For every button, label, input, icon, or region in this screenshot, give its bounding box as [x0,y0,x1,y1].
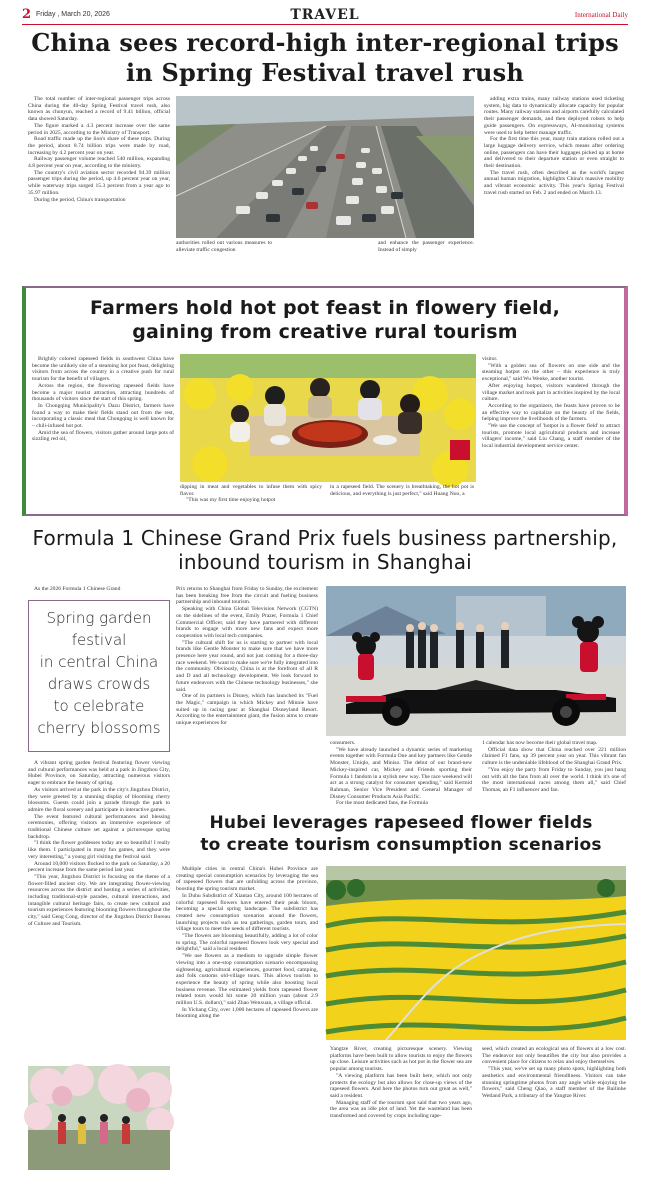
story1-column-3 [484,96,624,272]
story1-para: The figure marked a 4.3 percent increase over the same period in 2025, according to the Ministry of Transport. [28,122,170,136]
story1-headline-line2: in Spring Festival travel rush [125,58,525,87]
rapeseed-field-photo [326,866,626,1040]
story1-para: For the first time this year, many train stations rolled out a large luggage delivery service, which means after ordering online, passengers can have their luggages picked up at home and delivered to their departure station or even straight to their destination. [484,136,624,170]
page-number: 2 [22,7,32,22]
story5-para: Multiple cities in central China's Hubei Province are creating special consumption scenarios by leveraging the sea of rapeseed flowers that are unfolding across the province, boosting the spring tourism market. [176,866,318,893]
story1-para: Railway passenger volume reached 540 million, expanding 4.8 percent year on year, according to the ministry. [28,156,170,170]
story3-para: One of its partners is Disney, which has launched its "Fuel the Magic," campaign in which Mickey and Minnie have suited up in racing gear at Shanghai Disneyland Resort. According to the entertainment giant, the fusion aims to create unique experiences for [176,693,318,727]
cherry-blossom-photo [28,1066,170,1170]
story3-column-4 [482,740,626,802]
rapeseed-field-image [326,866,626,1040]
story5-headline [176,812,626,856]
story2-headline-line1: Farmers hold hot pot feast in flowery field, [89,297,561,319]
section-title: TRAVEL [290,7,360,23]
story3-lead [28,586,170,594]
story5-column-3 [482,1046,626,1170]
issue-date: Friday , March 20, 2026 [36,11,110,18]
story5-para: seed, which created an ecological sea of flowers at a low cost. The endeavor not only beautifies the city but also provides a convenient place for citizens to relax and enjoy themselves. [482,1046,626,1066]
story4-headline-box [28,600,170,752]
story5-column-2 [330,1046,472,1170]
story2-para: "This was my first time enjoying hotpot [186,497,276,504]
story2-para: Brightly colored rapeseed fields in southwest China have become the unlikely site of a steaming hot pot feast, delighting visitors from across the country in a creative push for rural tourism for the benefit of villagers. [32,356,174,383]
story4-para: A vibrant spring garden festival featuring flower viewing and cultural performances was held at a park in Jingzhou City, Hubei Province, on Saturday, attracting numerous visitors eager to embrace the beauty of spring. [28,760,170,787]
story2-para: Amid the sea of flowers, visitors gather around large pots of sizzling red oil, [32,429,174,443]
story2-para: visitor. [482,356,498,362]
story4-headline-line: cherry blossoms [37,719,161,737]
story3-para: "You enjoy the party from Friday to Sunday, you just hang out with all the fans from all over the world. I think it's one of the most international races among them all," said Chief Thomas, an F1 influencer and fan. [482,766,626,793]
story3-headline-line1: Formula 1 Chinese Grand Prix fuels business partnership, [32,526,618,550]
story3-para: 1 calendar has now become their global travel map. [482,740,598,746]
story3-para: Prix returns to Shanghai from Friday to Sunday, the excitement has been breaking free from the circuit and fueling business partnership and inbound tourism. [176,586,318,606]
story4-para: Around 10,000 visitors flocked to the park on Saturday, a 20 percent increase from the same period last year. [28,860,170,874]
story4-headline-line: draws crowds [47,675,151,693]
story5-para: "This year, we've set up many photo spots, highlighting both aesthetics and environmental friendliness. Visitors can take stunning springtime photos from any angle while enjoying the flowers," said Cheng Qiao, a staff member of the Bailinhe Wetland Park, a tributary of the Yangtze River. [482,1066,626,1099]
story1-para: During the period, China's transportation [34,196,126,203]
story4-para: As visitors arrived at the park in the city's Jingzhou District, they were greeted by a stunning display of blooming cherry blossoms. Guests could join a parade through the park to admire the floral scenery and participate in interactive games. [28,786,170,813]
highway-traffic-photo [176,96,474,238]
story4-para: The event featured cultural performances and blessing ceremonies, offering visitors an immersive experience of traditional Chinese culture set against a picturesque spring backdrop. [28,813,170,840]
story4-headline-line: Spring garden [46,609,152,627]
story2-column-3 [330,484,474,510]
header-rule [22,24,628,25]
story3-para: Official data show that China reached over 221 million claimed F1 fans, up 39 percent year on year. This vibrant fan culture is the undeniable lifeblood of the Shanghai Grand Prix. [482,746,626,767]
story2-headline-line2: gaining from creative rural tourism [132,321,518,343]
story3-para: Speaking with China Global Television Network (CGTN) on the sidelines of the event, Emily Prazer, Formula 1 Chief Commercial Officer, said they have partnered with different brands to engage with more new fans and expect more cooperation with local tech companies. [176,606,318,639]
story1-para: authorities rolled out various measures to alleviate traffic congestion [176,240,272,253]
story5-column-1 [176,866,318,1170]
story3-para: "The cultural shift for us is starting to partner with local brands like Gentle Monster to make sure that we have more presence here year round, and not just coming for a three-day race weekend. We want to make sure we're fully integrated into the community. Obviously, China is at the forefront of all R and D and all technology development. We look forward to future endeavors with the Chinese technology businesses," she said. [176,639,318,693]
hotpot-field-image [180,354,476,482]
story5-para: Yangtze River, creating picturesque scenery. Viewing platforms have been built to allow tourists to enjoy the flowers up close. Leisure activities such as hot pot in the flower sea are popular among tourists. [330,1046,472,1073]
story5-headline-line2: to create tourism consumption scenarios [200,835,602,855]
masthead [22,6,628,26]
story3-para: "We have already launched a dynamic series of marketing events together with Formula One and key partners like Gentle Monster, Uniqlo, and Miniso. The debut of our brand-new Mickey-inspired car, Mickey and Friends sporting their Formula 1 fandom in a stylish new way. The race weekend will act as a strong catalyst for consumer spending," said Kermid Rahman, Senior Vice President and General Manager of Disney Consumer Products Asia Pacific. [330,746,472,800]
story2-para: in a rapeseed field. The scenery is breathtaking, the hot pot is delicious, and everything is just perfect," said Huang Nuo, a [330,484,474,497]
story1-column-1 [28,96,170,272]
story2-para: After enjoying hotpot, visitors wandered through the village market and took part in activities inspired by the local culture. [482,382,620,403]
publication-name: International Daily [574,11,628,19]
story2-headline [30,296,620,344]
story5-para: In Duhu Subdistrict of Xiantao City, around 100 hectares of colorful rapeseed flowers have entered their peak bloom, becoming a special spring landscape. The subdistrict has created new consumption scenarios around the flowers, launching projects such as tea gatherings, garden tours, and village tours to meet the needs of different tourists. [176,892,318,933]
story5-para: "A viewing platform has been built here, which not only protects the ecology but also allows for close-up views of the rapeseed flowers. And here the photos turn out great as well," said a resident. [330,1072,472,1099]
story5-headline-line1: Hubei leverages rapeseed flower fields [209,813,593,833]
story2-para: Across the region, the flowering rapeseed fields have become a major tourist attraction, attracting hundreds of thousands of visitors since the start of this spring. [32,382,174,403]
story5-para: "We use flowers as a medium to upgrade simple flower viewing into a one-stop consumption scenario encompassing sightseeing, agricultural experiences, gourmet food, camping, and folk customs old-village tours. This allows tourists to experience the beauty of spring while also boosting local business revenue. The estimated yields from rapeseed flower related tours would hit some 20 million yuan (about 2.9 million U.S. dollars)," said Zhao Wenxuan, a village official. [176,953,318,1007]
story1-para: adding extra trains, many railway stations used ticketing system, big data to dynamically allocate capacity for popular routes. Many railway stations and airports carefully calculated their passenger demands, and then deployed robots to help guide passengers. On expressways, AI-monitoring systems were used to help better manage traffic. [484,96,624,136]
story2-para: In Chongqing Municipality's Dazu District, farmers have found a way to make their fields stand out from the rest, incorporating a classic meal that Chongqing is well known for – chili-infused hot pot. [32,402,174,430]
story2-para: "With a golden sea of flowers on one side and the steaming hotpot on the other – this experience is truly exceptional," said Wu Wenke, another tourist. [482,362,620,383]
story5-para: Managing staff of the tourism spot said that two years ago, the area was an idle plot of land. Yet the wasteland has been transformed and covered by crops including rape- [330,1099,472,1120]
story5-para: In Yichang City, over 1,000 hectares of rapeseed flowers are blooming along the [176,1006,318,1020]
story1-headline [22,28,628,88]
story3-headline [22,526,628,574]
story4-para: "This year, Jingzhou District is focusing on the theme of a flower-filled ancient city. We are integrating flower-viewing resources across the district and hosting a series of activities, including traditional-style parades, cultural interactions, and intangible cultural heritage fairs, to create new cultural and tourism experiences featuring blooming flowers throughout the city," said Geng Cong, director of the Jingzhou District Bureau of Culture and Tourism. [28,873,170,927]
story2-column-1 [32,356,174,506]
story3-column-2 [176,586,318,800]
story4-para: "I think the flower goddesses today are so beautiful! I really like them. I participated in many fun games, and they were very interesting," a young girl visiting the festival said. [28,840,170,860]
story3-para: For the most dedicated fans, the Formula [336,800,428,807]
story1-para: The country's civil aviation sector recorded 94.39 million passenger trips during the period, up 4.6 percent year on year, while waterway trips surged 15.3 percent from a year ago to 35.97 million. [28,169,170,196]
story1-column-2-left [176,240,272,272]
story2-column-2 [180,484,322,510]
story1-para: The travel rush, often described as the world's largest annual human migration, highlights China's massive mobility and vibrant economic activity. This year's Spring Festival travel rush started on Feb. 2 and ended on March 13. [484,169,624,196]
story1-para: The total number of inter-regional passenger trips across China during the 40-day Spring Festival travel rush, also known as chunyun, reached a record of 9.41 billion, official data showed Saturday. [28,96,170,123]
story2-column-4 [482,356,620,510]
story5-para: "The flowers are blooming beautifully, adding a lot of color to spring. The colorful rapeseed flowers look very special and delightful," said a local resident. [176,933,318,953]
story2-para: "We use the concept of 'hotpot in a flower field' to attract tourists, promote local agricultural products and increase villagers' income," said Liu Chang, a staff member of the local industrial development service center. [482,423,620,450]
story2-para: According to the organizers, the feasts have proven to be an effective way to capitalize on the beauty of the fields, helping improve the livelihoods of the farmers. [482,402,620,423]
story2-para: dipping in meat and vegetables to infuse them with spicy flavor. [180,484,322,497]
story4-headline-line: festival [71,631,127,649]
story3-headline-line2: inbound tourism in Shanghai [178,550,472,574]
f1-event-photo [326,586,626,736]
story1-para: and enhance the passenger experience. Instead of simply [378,240,474,253]
story3-para: As the 2026 Formula 1 Chinese Grand [34,586,121,592]
story1-headline-line1: China sees record-high inter-regional trips [31,28,619,57]
story4-headline-line: in central China [39,653,159,671]
f1-event-image [326,586,626,736]
story4-headline-line: to celebrate [53,697,145,715]
story3-para: consumers. [330,740,356,746]
cherry-blossom-image [28,1066,170,1170]
story1-para: Road traffic made up the lion's share of these trips. During the period, about 8.74 billion trips were made by road, increasing by 4.2 percent year on year. [28,136,170,156]
story4-body [28,760,170,1060]
hotpot-field-photo [180,354,476,482]
story1-column-2-right [378,240,474,272]
highway-traffic-image [176,96,474,238]
story3-column-3 [330,740,472,807]
